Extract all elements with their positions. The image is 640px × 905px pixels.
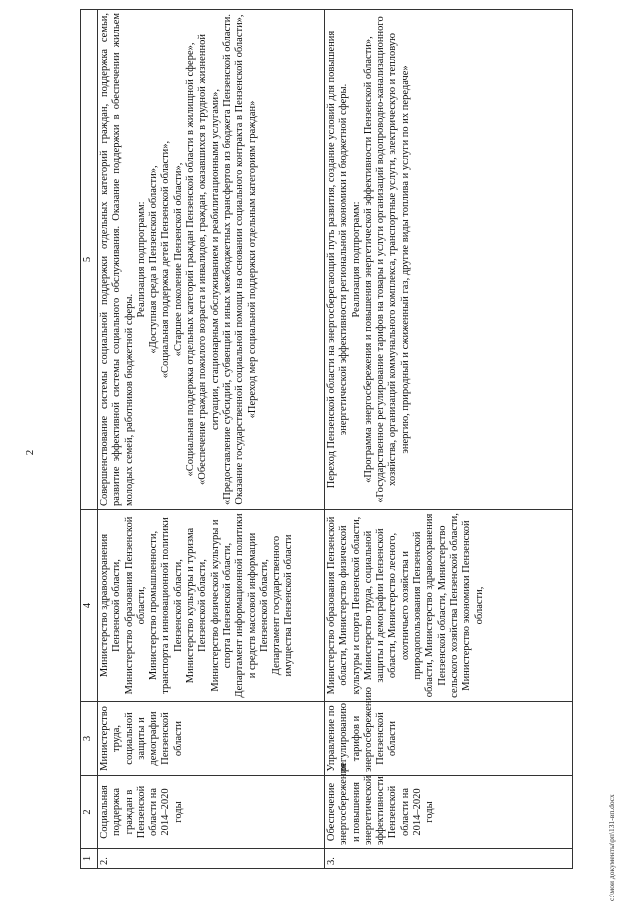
page-number: 2 [24, 449, 36, 456]
goals-and-subprograms [98, 10, 325, 510]
table-row [325, 10, 573, 869]
subprogram: «Государственное регулирование тарифов на товары и услуги организаций водопроводно-канализационного хозяйства, организаций коммунального комплекса, транспортные услуги, электрическую и тепловую энергию, природный и сжиженный газ, другие виды топлива и услуги по их передаче» [375, 16, 411, 503]
co-executors [325, 510, 573, 702]
co-executor: Министерство промышленности, транспорта и инновационной политики Пензенской области, [148, 517, 184, 694]
column-header: 5 [81, 10, 98, 510]
co-executor: Департамент государственного имущества Пензенской области [271, 534, 295, 677]
row-number: 3. [325, 849, 573, 869]
column-header: 1 [81, 849, 98, 869]
column-header: 4 [81, 510, 98, 702]
co-executor: Министерство культуры и туризма Пензенской области, [185, 527, 209, 684]
subprogram: «Социальная поддержка детей Пензенской области», [160, 140, 172, 379]
table-row [98, 10, 325, 869]
co-executor: Министерство образования Пензенской области, [123, 516, 147, 695]
goals-and-subprograms [325, 10, 573, 510]
program-name: Социальная поддержка граждан в Пензенской области на 2014–2020 годы [98, 776, 325, 849]
subprogram: «Программа энергосбережения и повышения энергетической эффективности Пензенской области», [362, 36, 374, 483]
goals-text: Совершенствование системы социальной поддержки отдельных категорий граждан, поддержка семьи, развитие эффективной системы социального обслуживания. Оказание поддержки в обеспечении жильем молодых семей, работников бюджетной сферы. [99, 13, 135, 506]
subprogram: «Старшее поколение Пензенской области», [172, 162, 184, 357]
co-executors [98, 510, 325, 702]
subprogram: «Обеспечение граждан пожилого возраста и инвалидов, граждан, оказавшихся в трудной жизненной ситуации, стационарным обслуживанием и реабилитационными услугами», [197, 34, 221, 485]
column-header: 2 [81, 776, 98, 849]
subprogram: «Переход мер социальной поддержки отдельным категориям граждан» [246, 100, 258, 419]
file-path-footer: c:\мои документы\рп\131-вп.docx [607, 794, 616, 901]
subprogram: «Предоставление субсидий, субвенций и иных межбюджетных трансфертов из бюджета Пензенской области. Оказание государственной социальной помощи на основании социального контракта в Пензенской области», [221, 14, 246, 505]
subprogram: «Социальная поддержка отдельных категорий граждан Пензенской области в жилищной сфере», [185, 42, 197, 477]
responsible-executor: Министерство труда, социальной защиты и демографии Пензенской области [98, 702, 325, 776]
co-executor: Министерство физической культуры и спорта Пензенской области, [209, 519, 233, 692]
subprograms-title: Реализация подпрограмм: [350, 201, 362, 318]
program-name: Обеспечение энергосбережения и повышения энергетической эффективности Пензенской области на 2014–2020 годы [325, 776, 573, 849]
responsible-executor: Управление по регулированию тарифов и энергосбережению Пензенской области [325, 702, 573, 776]
co-executor: Департамент информационной политики и средств массовой информации Пензенской области, [234, 513, 270, 698]
co-executor: Министерство образования Пензенской области, Министерство физической культуры и спорта Пензенской области, Министерство труда, социальной защиты и демографии Пензенской области, Министерство лесного, охотничьего хозяйства и природопользования Пензенской области, Министерство здравоохранения Пензенской области, Министерство сельского хозяйства Пензенской области, Министерство экономики Пензенской области, [326, 513, 485, 698]
programs-table [80, 9, 573, 869]
table-header-row [81, 10, 98, 869]
goals-text: Переход Пензенской области на энергосберегающий путь развития, создание условий для повышения энергетической эффективности региональной экономики и бюджетной сферы. [326, 30, 350, 489]
subprogram: «Доступная среда в Пензенской области», [148, 165, 160, 354]
co-executor: Министерство здравоохранения Пензенской области, [99, 533, 123, 678]
column-header: 3 [81, 702, 98, 776]
subprograms-title: Реализация подпрограмм: [135, 201, 147, 318]
row-number: 2. [98, 849, 325, 869]
